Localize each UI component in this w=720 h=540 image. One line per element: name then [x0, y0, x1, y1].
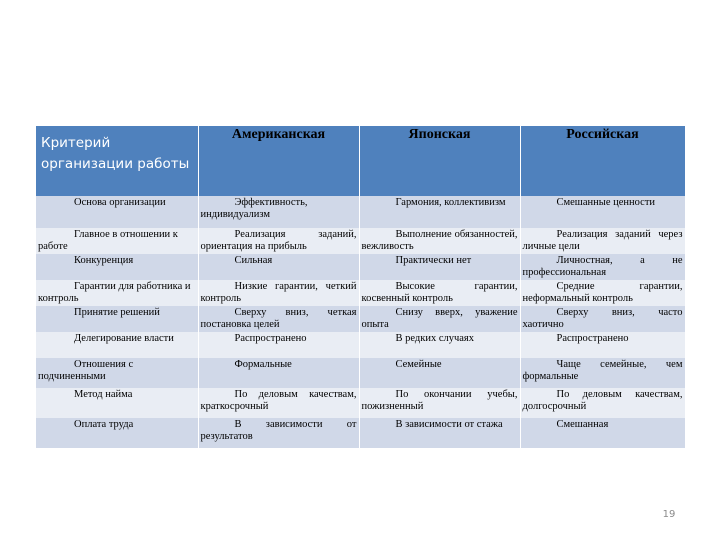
header-american: Американская [198, 126, 359, 196]
cell-text: Личностная, а не профессиональная [522, 255, 683, 279]
table-cell [36, 196, 198, 228]
table-cell [520, 306, 685, 332]
table-row [36, 418, 685, 448]
table-cell [359, 306, 520, 332]
cell-text: Формальные [234, 359, 292, 370]
table-row [36, 332, 685, 358]
table-row [36, 196, 685, 228]
table-cell [198, 254, 359, 280]
table-row [36, 280, 685, 306]
table-cell [36, 418, 198, 448]
cell-text: В редких случаях [395, 333, 475, 344]
comparison-table [36, 126, 686, 448]
table-cell [359, 254, 520, 280]
table-row [36, 254, 685, 280]
table-header-row [36, 126, 685, 196]
cell-text: Реализация заданий через личные цели [522, 229, 683, 253]
cell-text: Распространено [556, 333, 629, 344]
cell-text: Смешанные ценности [556, 197, 656, 208]
table-cell [520, 280, 685, 306]
cell-text: Гарантии для работника и контроль [38, 281, 191, 305]
cell-text: Сверху вниз, часто хаотично [522, 307, 683, 331]
table-cell [198, 306, 359, 332]
table-row [36, 228, 685, 254]
table-cell [359, 358, 520, 388]
table-row [36, 306, 685, 332]
table-cell [198, 388, 359, 418]
cell-text: Низкие гарантии, четкий контроль [200, 281, 357, 305]
cell-text: Основа организации [74, 197, 166, 208]
cell-text: Снизу вверх, уважение опыта [361, 307, 518, 331]
table-cell [198, 196, 359, 228]
table-cell [36, 306, 198, 332]
cell-text: Метод найма [74, 389, 133, 400]
table-row [36, 358, 685, 388]
cell-text: Средние гарантии, неформальный контроль [522, 281, 683, 305]
cell-text: Главное в отношении к работе [38, 229, 178, 253]
cell-text: Высокие гарантии, косвенный контроль [361, 281, 518, 305]
table-cell [36, 280, 198, 306]
table-cell [359, 388, 520, 418]
header-japanese: Японская [359, 126, 520, 196]
cell-text: Делегирование власти [74, 333, 174, 344]
cell-text: Отношения с подчиненными [38, 359, 134, 383]
table-cell [520, 228, 685, 254]
table-cell [198, 332, 359, 358]
table-row [36, 388, 685, 418]
header-russian: Российская [520, 126, 685, 196]
cell-text: Практически нет [395, 255, 472, 266]
table-cell [520, 388, 685, 418]
table-cell [198, 418, 359, 448]
table-cell [359, 196, 520, 228]
header-criterion: Критерий организации работы [36, 126, 198, 196]
cell-text: Семейные [395, 359, 442, 370]
table-cell [198, 280, 359, 306]
cell-text: По деловым качествам, краткосрочный [200, 389, 357, 413]
table-cell [198, 228, 359, 254]
cell-text: Оплата труда [74, 419, 134, 430]
table-cell [520, 418, 685, 448]
cell-text: Эффективность, индивидуализм [200, 197, 308, 221]
cell-text: Выполнение обязанностей, вежливость [361, 229, 518, 253]
cell-text: В зависимости от результатов [200, 419, 357, 443]
table-cell [36, 388, 198, 418]
table-cell [36, 254, 198, 280]
cell-text: Сильная [234, 255, 273, 266]
table-cell [520, 358, 685, 388]
cell-text: Гармония, коллективизм [395, 197, 506, 208]
table-cell [36, 332, 198, 358]
cell-text: Смешанная [556, 419, 609, 430]
cell-text: Реализация заданий, ориентация на прибыль [200, 229, 357, 253]
table-cell [520, 254, 685, 280]
table-cell [359, 418, 520, 448]
table-cell [520, 196, 685, 228]
cell-text: Принятие решений [74, 307, 160, 318]
table-cell [359, 228, 520, 254]
table-cell [36, 228, 198, 254]
page-number: 19 [662, 509, 676, 520]
cell-text: По деловым качествам, долгосрочный [522, 389, 683, 413]
cell-text: В зависимости от стажа [395, 419, 503, 430]
table-cell [36, 358, 198, 388]
table-cell [359, 332, 520, 358]
table-cell [198, 358, 359, 388]
table-cell [520, 332, 685, 358]
cell-text: Чаще семейные, чем формальные [522, 359, 683, 383]
table-cell [359, 280, 520, 306]
cell-text: Распространено [234, 333, 307, 344]
cell-text: Конкуренция [74, 255, 134, 266]
cell-text: По окончании учебы, пожизненный [361, 389, 518, 413]
cell-text: Сверху вниз, четкая постановка целей [200, 307, 357, 331]
